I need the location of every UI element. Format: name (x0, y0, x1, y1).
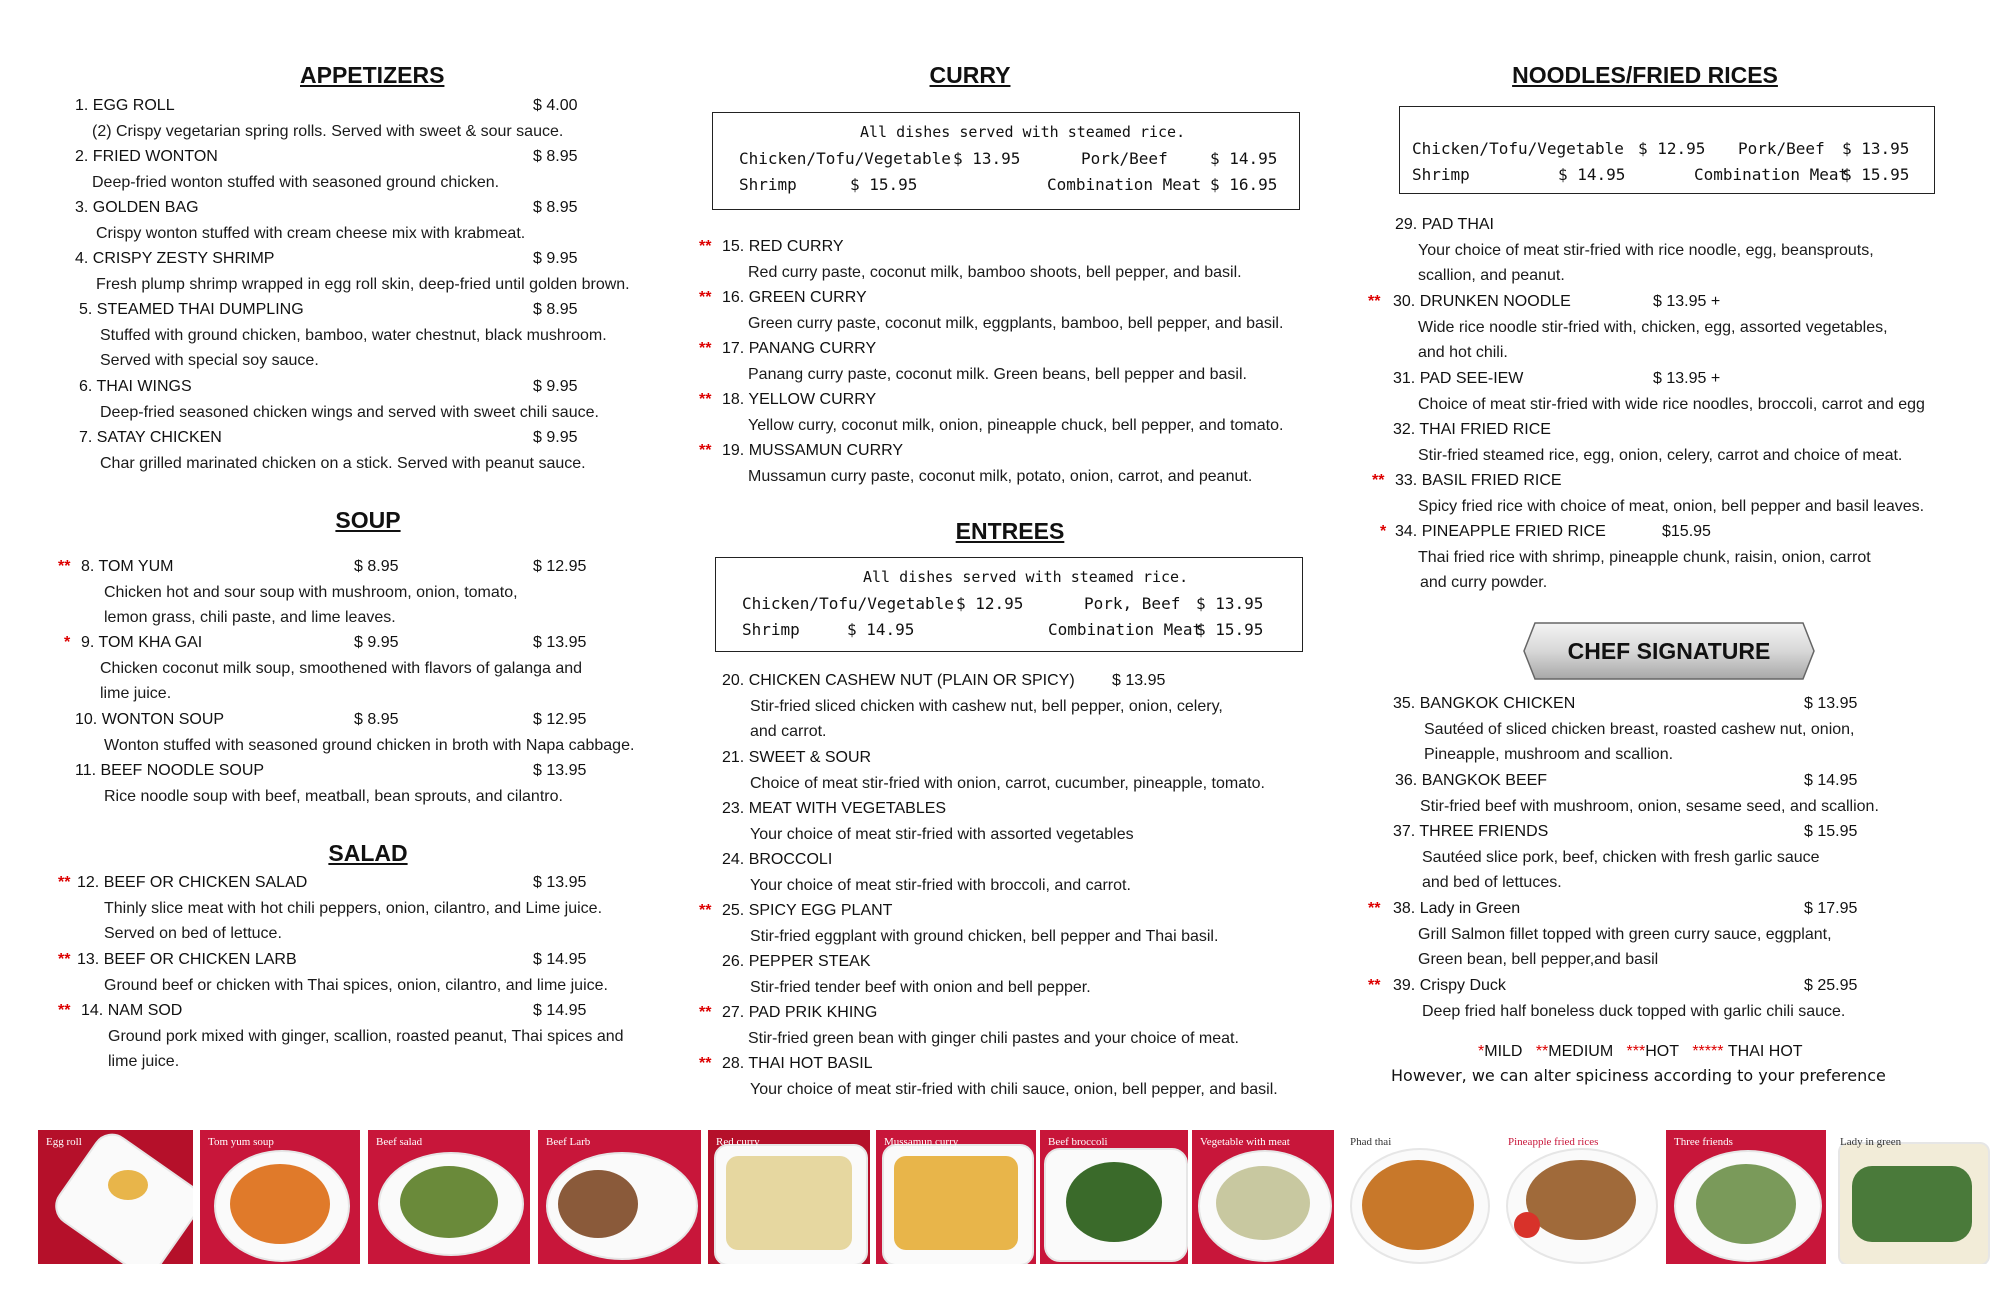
menu-item-price: $ 8.95 (533, 199, 578, 216)
food-photo (200, 1130, 360, 1264)
menu-item-price-small: $ 8.95 (354, 558, 399, 575)
food-shape (558, 1170, 638, 1238)
menu-item-name: 38. Lady in Green (1393, 900, 1521, 917)
menu-item-desc: and hot chili. (1418, 344, 1508, 361)
spicy-stars: * (64, 634, 71, 651)
menu-item-desc: scallion, and peanut. (1418, 267, 1565, 284)
spicy-stars: ** (699, 340, 712, 357)
legend-label: MILD (1484, 1043, 1523, 1060)
menu-item-name: 9. TOM KHA GAI (81, 634, 203, 651)
photo-caption: Beef Larb (546, 1136, 591, 1148)
menu-item-desc: Green bean, bell pepper,and basil (1418, 951, 1659, 968)
menu-item-name: 3. GOLDEN BAG (75, 199, 199, 216)
menu-item-name: 17. PANANG CURRY (722, 340, 877, 357)
menu-item-desc: lemon grass, chili paste, and lime leaves. (104, 609, 396, 626)
photo-caption: Lady in green (1840, 1136, 1902, 1148)
spicy-stars: ** (699, 289, 712, 306)
menu-item-desc: Stir-fried sliced chicken with cashew nut, bell pepper, onion, celery, (750, 698, 1223, 715)
menu-item-price: $ 13.95 + (1653, 370, 1721, 387)
menu-item-price: $15.95 (1662, 523, 1711, 540)
menu-item-name: 13. BEEF OR CHICKEN LARB (77, 951, 297, 968)
menu-item-price: $ 9.95 (533, 378, 578, 395)
spicy-stars: ** (699, 902, 712, 919)
food-photo (1666, 1130, 1826, 1264)
food-shape (1066, 1162, 1162, 1242)
menu-item-desc: Stir-fried tender beef with onion and bell pepper. (750, 979, 1091, 996)
menu-item-desc: Fresh plump shrimp wrapped in egg roll skin, deep-fried until golden brown. (96, 276, 630, 293)
spicy-stars: ** (58, 1002, 71, 1019)
spicy-stars: ** (58, 874, 71, 891)
menu-item-name: 23. MEAT WITH VEGETABLES (722, 800, 947, 817)
spicy-stars: ** (1368, 900, 1381, 917)
spicy-stars: ** (699, 442, 712, 459)
menu-item-name: 2. FRIED WONTON (75, 148, 218, 165)
menu-item-name: 5. STEAMED THAI DUMPLING (79, 301, 304, 318)
legend-stars: *** (1626, 1043, 1646, 1060)
price-box-price: $ 14.95 (1210, 149, 1278, 168)
menu-item-desc: Chicken hot and sour soup with mushroom, onion, tomato, (104, 584, 518, 601)
price-box-label: Chicken/Tofu/Vegetable (1412, 139, 1624, 158)
menu-item-price: $ 8.95 (533, 301, 578, 318)
menu-item-price: $ 15.95 (1804, 823, 1858, 840)
price-box-label: Pork, Beef (1084, 594, 1181, 613)
menu-item-desc: Stuffed with ground chicken, bamboo, water chestnut, black mushroom. (100, 327, 607, 344)
salad-title: SALAD (328, 840, 408, 866)
food-photo (1192, 1130, 1334, 1264)
menu-item-desc: Stir-fried eggplant with ground chicken, bell pepper and Thai basil. (750, 928, 1219, 945)
price-box-price: $ 14.95 (1558, 165, 1626, 184)
food-photo (1832, 1130, 1992, 1264)
spicy-stars: * (1380, 523, 1387, 540)
menu-item-price: $ 13.95 (1804, 695, 1858, 712)
price-box-label: Combination Meat (1694, 165, 1849, 184)
menu-item-desc: Grill Salmon fillet topped with green curry sauce, eggplant, (1418, 926, 1832, 943)
menu-item-name: 35. BANGKOK CHICKEN (1393, 695, 1576, 712)
menu-item-desc: Thinly slice meat with hot chili peppers, onion, cilantro, and Lime juice. (104, 900, 603, 917)
menu-item-price: $ 13.95 (533, 874, 587, 891)
menu-item-name: 14. NAM SOD (81, 1002, 183, 1019)
menu-item-desc: Yellow curry, coconut milk, onion, pineapple chuck, bell pepper, and tomato. (748, 417, 1284, 434)
menu-item-name: 20. CHICKEN CASHEW NUT (PLAIN OR SPICY) (722, 672, 1075, 689)
food-shape (400, 1166, 498, 1238)
photo-caption: Three friends (1674, 1136, 1733, 1148)
food-photo (38, 1130, 193, 1264)
photo-caption: Tom yum soup (208, 1136, 274, 1148)
menu-item-desc: Mussamun curry paste, coconut milk, potato, onion, carrot, and peanut. (748, 468, 1253, 485)
menu-item-name: 15. RED CURRY (722, 238, 844, 255)
menu-item-desc: and bed of lettuces. (1422, 874, 1562, 891)
menu-item-desc: Served on bed of lettuce. (104, 925, 282, 942)
entrees-title: ENTREES (955, 518, 1065, 544)
photo-caption: Vegetable with meat (1200, 1136, 1290, 1148)
menu-item-desc: Your choice of meat stir-fried with broccoli, and carrot. (750, 877, 1131, 894)
legend-label: HOT (1645, 1043, 1679, 1060)
menu-item-name: 33. BASIL FRIED RICE (1395, 472, 1562, 489)
food-photo (1342, 1130, 1494, 1264)
menu-item-desc: Thai fried rice with shrimp, pineapple chunk, raisin, onion, carrot (1418, 549, 1871, 566)
food-shape (1216, 1166, 1310, 1240)
menu-item-price: $ 25.95 (1804, 977, 1858, 994)
menu-item-desc: Stir-fried beef with mushroom, onion, sesame seed, and scallion. (1420, 798, 1879, 815)
price-box-label: Chicken/Tofu/Vegetable (742, 594, 954, 613)
menu-item-desc: Stir-fried steamed rice, egg, onion, celery, carrot and choice of meat. (1418, 447, 1903, 464)
photo-caption: Beef salad (376, 1136, 423, 1148)
menu-item-name: 16. GREEN CURRY (722, 289, 867, 306)
spice-legend (1478, 1043, 1803, 1061)
price-box-price: $ 16.95 (1210, 175, 1278, 194)
menu-item-desc: and curry powder. (1420, 574, 1548, 591)
menu-item-desc: Green curry paste, coconut milk, eggplants, bamboo, bell pepper, and basil. (748, 315, 1284, 332)
photo-caption: Mussamun curry (884, 1136, 959, 1148)
menu-item-desc: Red curry paste, coconut milk, bamboo shoots, bell pepper, and basil. (748, 264, 1242, 281)
price-box-label: Shrimp (742, 620, 800, 639)
food-photo (538, 1130, 701, 1264)
menu-item-desc: Sautéed slice pork, beef, chicken with fresh garlic sauce (1422, 849, 1820, 866)
legend-stars: ***** (1692, 1043, 1724, 1060)
spicy-stars: ** (699, 1055, 712, 1072)
menu-item-price: $ 9.95 (533, 250, 578, 267)
menu-item-price-small: $ 9.95 (354, 634, 399, 651)
price-box-label: Shrimp (739, 175, 797, 194)
photo-caption: Beef broccoli (1048, 1136, 1108, 1148)
chef-signature-title: CHEF SIGNATURE (1567, 638, 1771, 664)
menu-item-name: 27. PAD PRIK KHING (722, 1004, 878, 1021)
spicy-stars: ** (1368, 293, 1381, 310)
food-photo (1500, 1130, 1660, 1264)
menu-item-price: $ 12.95 (533, 558, 587, 575)
price-box-note: All dishes served with steamed rice. (863, 568, 1189, 586)
menu-item-desc: Crispy wonton stuffed with cream cheese mix with krabmeat. (96, 225, 526, 242)
menu-item-name: 1. EGG ROLL (75, 97, 175, 114)
menu-item-desc: and carrot. (750, 723, 827, 740)
price-box-price: $ 13.95 (953, 149, 1021, 168)
food-shape (1696, 1164, 1796, 1244)
menu-item-desc: Rice noodle soup with beef, meatball, bean sprouts, and cilantro. (104, 788, 563, 805)
menu-item-name: 21. SWEET & SOUR (722, 749, 872, 766)
menu-item-desc: Choice of meat stir-fried with wide rice noodles, broccoli, carrot and egg (1418, 396, 1925, 413)
menu-item-desc: Ground beef or chicken with Thai spices, onion, cilantro, and lime juice. (104, 977, 608, 994)
food-photo (368, 1130, 530, 1264)
menu-item-name: 31. PAD SEE-IEW (1393, 370, 1524, 387)
menu-item-name: 26. PEPPER STEAK (722, 953, 871, 970)
menu-item-price: $ 17.95 (1804, 900, 1858, 917)
menu-item-price: $ 8.95 (533, 148, 578, 165)
legend-stars: ** (1535, 1043, 1549, 1060)
menu-item-name: 10. WONTON SOUP (75, 711, 225, 728)
price-box-price: $ 12.95 (956, 594, 1024, 613)
menu-item-price: $ 13.95 + (1653, 293, 1721, 310)
menu-item-desc: Choice of meat stir-fried with onion, carrot, cucumber, pineapple, tomato. (750, 775, 1265, 792)
spicy-stars: ** (1372, 472, 1385, 489)
tomato-garnish (1514, 1212, 1540, 1238)
price-box-price: $ 13.95 (1842, 139, 1910, 158)
menu-item-name: 11. BEEF NOODLE SOUP (75, 762, 265, 779)
appetizers-title: APPETIZERS (300, 62, 445, 88)
menu-item-price-small: $ 8.95 (354, 711, 399, 728)
menu-item-desc: Pineapple, mushroom and scallion. (1424, 746, 1674, 763)
photo-caption: Phad thai (1350, 1136, 1392, 1148)
menu-item-desc: Wide rice noodle stir-fried with, chicken, egg, assorted vegetables, (1418, 319, 1888, 336)
menu-item-name: 4. CRISPY ZESTY SHRIMP (75, 250, 275, 267)
food-shape (108, 1170, 148, 1200)
menu-item-name: 30. DRUNKEN NOODLE (1393, 293, 1571, 310)
price-box-note: All dishes served with steamed rice. (860, 123, 1186, 141)
menu-item-price: $ 14.95 (1804, 772, 1858, 789)
menu-item-desc: Deep-fried seasoned chicken wings and served with sweet chili sauce. (100, 404, 599, 421)
menu-item-name: 25. SPICY EGG PLANT (722, 902, 893, 919)
food-shape (726, 1156, 852, 1250)
photo-caption: Red curry (716, 1136, 760, 1148)
menu-item-name: 8. TOM YUM (81, 558, 174, 575)
curry-title: CURRY (929, 62, 1011, 88)
menu-item-price: $ 9.95 (533, 429, 578, 446)
menu-item-desc: Deep-fried wonton stuffed with seasoned ground chicken. (92, 174, 500, 191)
menu-item-desc: Wonton stuffed with seasoned ground chicken in broth with Napa cabbage. (104, 737, 635, 754)
price-box-price: $ 15.95 (1842, 165, 1910, 184)
menu-item-name: 29. PAD THAI (1395, 216, 1494, 233)
noodles-price-box (1399, 106, 1935, 194)
spicy-stars: ** (58, 951, 71, 968)
menu-item-desc: Ground pork mixed with ginger, scallion, roasted peanut, Thai spices and (108, 1028, 624, 1045)
menu-item-desc: Stir-fried green bean with ginger chili pastes and your choice of meat. (748, 1030, 1239, 1047)
photo-caption: Egg roll (46, 1136, 82, 1148)
price-box-price: $ 13.95 (1196, 594, 1264, 613)
menu-item-price: $ 12.95 (533, 711, 587, 728)
menu-item-desc: Deep fried half boneless duck topped with garlic chili sauce. (1422, 1003, 1846, 1020)
menu-item-price: $ 13.95 (533, 762, 587, 779)
noodles-title: NOODLES/FRIED RICES (1512, 62, 1778, 88)
legend-label: THAI HOT (1727, 1043, 1803, 1060)
food-shape (894, 1156, 1018, 1250)
food-shape (230, 1164, 330, 1244)
menu-item-price: $ 14.95 (533, 951, 587, 968)
food-photo (708, 1130, 870, 1264)
spice-note: However, we can alter spiciness according to your preference (1391, 1066, 1886, 1085)
food-photo (876, 1130, 1036, 1264)
menu-item-price: $ 4.00 (533, 97, 578, 114)
spicy-stars: ** (699, 1004, 712, 1021)
menu-item-desc: Your choice of meat stir-fried with assorted vegetables (750, 826, 1134, 843)
soup-title: SOUP (335, 507, 401, 533)
menu-item-desc: lime juice. (100, 685, 172, 702)
photo-caption: Pineapple fried rices (1508, 1136, 1599, 1148)
menu-item-name: 34. PINEAPPLE FRIED RICE (1395, 523, 1606, 540)
menu-item-name: 39. Crispy Duck (1393, 977, 1506, 994)
legend-stars: * (1478, 1043, 1485, 1060)
price-box-price: $ 12.95 (1638, 139, 1706, 158)
price-box-label: Pork/Beef (1081, 149, 1168, 168)
menu-item-desc: Panang curry paste, coconut milk. Green beans, bell pepper and basil. (748, 366, 1247, 383)
food-shape (1852, 1166, 1972, 1242)
menu-item-desc: Chicken coconut milk soup, smoothened with flavors of galanga and (100, 660, 583, 677)
menu-item-name: 6. THAI WINGS (79, 378, 192, 395)
menu-item-name: 36. BANGKOK BEEF (1395, 772, 1548, 789)
menu-item-desc: (2) Crispy vegetarian spring rolls. Served with sweet & sour sauce. (92, 123, 564, 140)
price-box-price: $ 15.95 (850, 175, 918, 194)
menu-item-desc: lime juice. (108, 1053, 180, 1070)
menu-item-name: 24. BROCCOLI (722, 851, 833, 868)
price-box-label: Pork/Beef (1738, 139, 1825, 158)
price-box-price: $ 15.95 (1196, 620, 1264, 639)
price-box-label: Chicken/Tofu/Vegetable (739, 149, 951, 168)
menu-item-desc: Served with special soy sauce. (100, 352, 319, 369)
price-box-label: Combination Meat (1047, 175, 1202, 194)
menu-item-desc: Your choice of meat stir-fried with rice noodle, egg, beansprouts, (1418, 242, 1874, 259)
menu-item-name: 37. THREE FRIENDS (1393, 823, 1549, 840)
food-shape (1362, 1160, 1474, 1250)
menu-item-name: 12. BEEF OR CHICKEN SALAD (77, 874, 308, 891)
menu-item-desc: Your choice of meat stir-fried with chili sauce, onion, bell pepper, and basil. (750, 1081, 1278, 1098)
menu-item-price: $ 13.95 (533, 634, 587, 651)
menu-item-desc: Sautéed of sliced chicken breast, roasted cashew nut, onion, (1424, 721, 1855, 738)
spicy-stars: ** (699, 391, 712, 408)
spicy-stars: ** (1368, 977, 1381, 994)
menu-item-name: 28. THAI HOT BASIL (722, 1055, 873, 1072)
menu-item-price: $ 14.95 (533, 1002, 587, 1019)
food-photo (1040, 1130, 1188, 1264)
menu-item-name: 18. YELLOW CURRY (722, 391, 877, 408)
menu-item-name: 7. SATAY CHICKEN (79, 429, 222, 446)
legend-label: MEDIUM (1548, 1043, 1614, 1060)
food-shape (1526, 1160, 1636, 1240)
menu-item-name: 32. THAI FRIED RICE (1393, 421, 1551, 438)
spicy-stars: ** (58, 558, 71, 575)
entrees-price-box (715, 557, 1303, 652)
price-box-label: Shrimp (1412, 165, 1470, 184)
price-box-label: Combination Meat (1048, 620, 1203, 639)
spicy-stars: ** (699, 238, 712, 255)
menu-item-price: $ 13.95 (1112, 672, 1166, 689)
menu-item-desc: Spicy fried rice with choice of meat, onion, bell pepper and basil leaves. (1418, 498, 1925, 515)
curry-price-box (712, 112, 1300, 210)
menu-item-name: 19. MUSSAMUN CURRY (722, 442, 904, 459)
menu-item-desc: Char grilled marinated chicken on a stick. Served with peanut sauce. (100, 455, 586, 472)
price-box-price: $ 14.95 (847, 620, 915, 639)
